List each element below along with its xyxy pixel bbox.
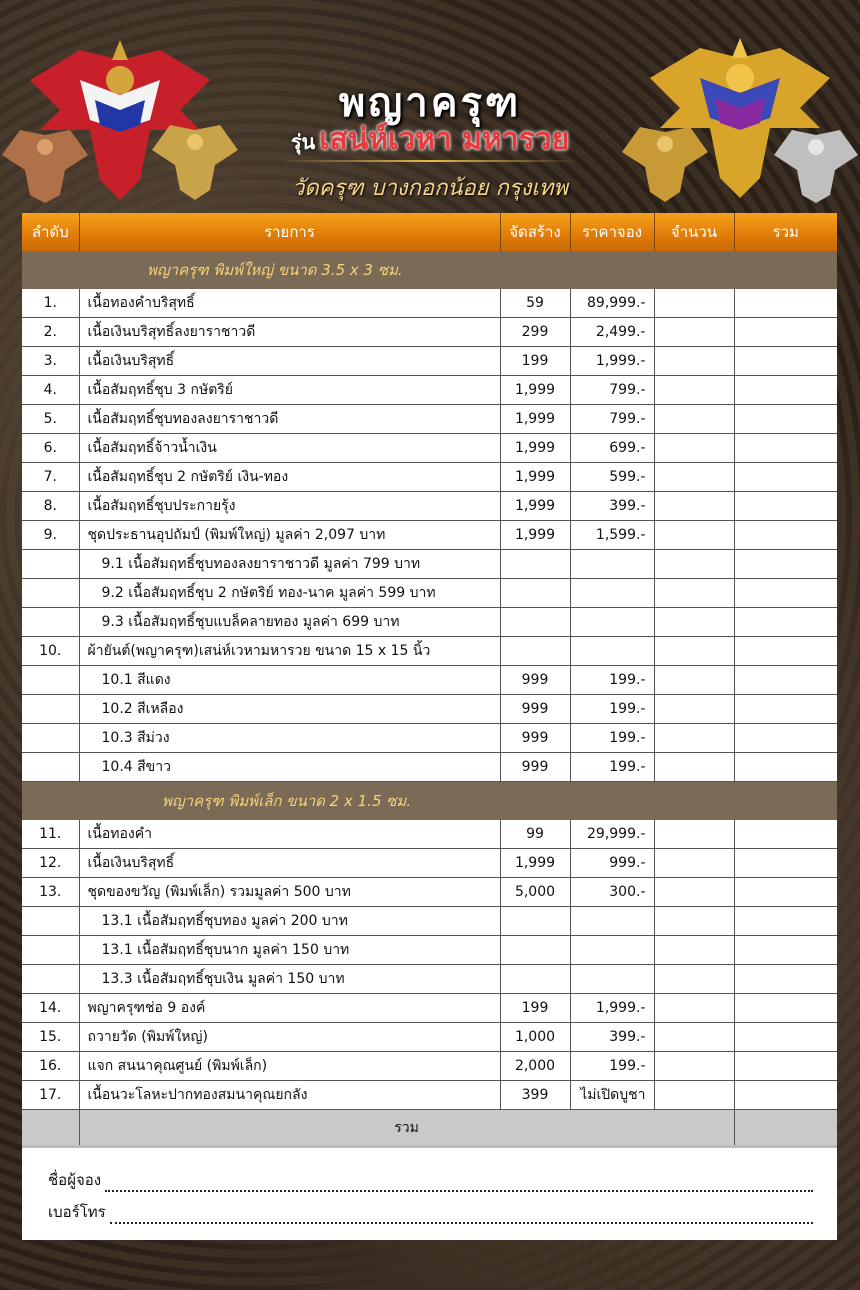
row-price: 1,599.- [570,521,654,550]
run-prefix: รุ่น [290,130,316,154]
row-item-name: 9.2 เนื้อสัมฤทธิ์ชุบ 2 กษัตริย์ ทอง-นาค มูลค่า 599 บาท [79,579,500,608]
row-price: 300.- [570,878,654,907]
row-made-count [500,965,570,994]
row-number [22,695,79,724]
row-price: 799.- [570,405,654,434]
row-total-cell [734,753,837,782]
row-item-name: เนื้อทองคำบริสุทธิ์ [79,289,500,318]
row-made-count: 1,999 [500,434,570,463]
row-made-count: 399 [500,1081,570,1110]
table-row [22,695,837,724]
row-item-name: แจก สนนาคุณศูนย์ (พิมพ์เล็ก) [79,1052,500,1081]
row-quantity-input[interactable] [654,849,734,878]
row-quantity-input[interactable] [654,347,734,376]
row-made-count: 999 [500,753,570,782]
row-price [570,579,654,608]
section-title: พญาครุฑ พิมพ์ใหญ่ ขนาด 3.5 x 3 ซม. [147,261,403,279]
section-title: พญาครุฑ พิมพ์เล็ก ขนาด 2 x 1.5 ซม. [162,792,412,810]
name-label: ชื่อผู้จอง [48,1171,102,1189]
table-row [22,724,837,753]
section-header-row [22,782,837,821]
phone-dotted-line[interactable] [110,1210,813,1224]
row-price [570,965,654,994]
row-quantity-input[interactable] [654,1052,734,1081]
row-item-name: พญาครุฑช่อ 9 องค์ [79,994,500,1023]
row-item-name: 10.4 สีขาว [79,753,500,782]
col-header-made: จัดสร้าง [500,213,570,251]
table-row [22,492,837,521]
row-total-cell [734,550,837,579]
row-made-count: 99 [500,820,570,849]
row-number: 12. [22,849,79,878]
col-header-price: ราคาจอง [570,213,654,251]
row-total-cell [734,724,837,753]
table-body [22,251,837,1146]
row-item-name: เนื้อสัมฤทธิ์ชุบประกายรุ้ง [79,492,500,521]
row-item-name: เนื้อเงินบริสุทธิ์ [79,849,500,878]
table-row [22,666,837,695]
row-made-count: 5,000 [500,878,570,907]
row-made-count: 1,999 [500,521,570,550]
row-quantity-input[interactable] [654,936,734,965]
row-number [22,936,79,965]
row-price: 399.- [570,1023,654,1052]
table-row [22,907,837,936]
row-price: 199.- [570,724,654,753]
row-price [570,550,654,579]
row-item-name: 13.1 เนื้อสัมฤทธิ์ชุบทอง มูลค่า 200 บาท [79,907,500,936]
table-row [22,463,837,492]
row-number: 11. [22,820,79,849]
row-number [22,608,79,637]
row-number: 2. [22,318,79,347]
row-made-count: 1,999 [500,376,570,405]
row-total-cell [734,820,837,849]
table-row [22,550,837,579]
row-total-cell [734,608,837,637]
table-row [22,994,837,1023]
table-header-row [22,213,837,251]
row-made-count: 1,999 [500,492,570,521]
row-total-cell [734,492,837,521]
table-row [22,753,837,782]
row-quantity-input[interactable] [654,1023,734,1052]
row-price: 999.- [570,849,654,878]
col-header-item: รายการ [79,213,500,251]
row-number: 15. [22,1023,79,1052]
phone-field[interactable] [48,1200,813,1224]
row-quantity-input[interactable] [654,753,734,782]
row-made-count: 199 [500,347,570,376]
row-number [22,550,79,579]
page-subtitle [0,116,860,163]
row-total-cell [734,666,837,695]
row-item-name: เนื้อเงินบริสุทธิ์ลงยาราชาวดี [79,318,500,347]
row-made-count: 199 [500,994,570,1023]
row-quantity-input[interactable] [654,434,734,463]
row-made-count: 1,999 [500,849,570,878]
row-number: 13. [22,878,79,907]
row-item-name: 13.1 เนื้อสัมฤทธิ์ชุบนาก มูลค่า 150 บาท [79,936,500,965]
grand-total-cell [734,1110,837,1147]
row-total-cell [734,1081,837,1110]
table-row [22,1023,837,1052]
row-number [22,724,79,753]
col-header-no: ลำดับ [22,213,79,251]
table-row [22,1081,837,1110]
row-price: 799.- [570,376,654,405]
table-row [22,936,837,965]
total-row [22,1110,837,1147]
row-quantity-input[interactable] [654,289,734,318]
row-item-name: ชุดของขวัญ (พิมพ์เล็ก) รวมมูลค่า 500 บาท [79,878,500,907]
row-quantity-input[interactable] [654,878,734,907]
row-total-cell [734,521,837,550]
row-quantity-input[interactable] [654,492,734,521]
row-quantity-input[interactable] [654,994,734,1023]
row-price: 699.- [570,434,654,463]
row-price: 89,999.- [570,289,654,318]
row-made-count: 999 [500,724,570,753]
row-total-cell [734,637,837,666]
temple-location: วัดครุฑ บางกอกน้อย กรุงเทพ [292,176,568,201]
table-row [22,376,837,405]
row-made-count [500,608,570,637]
section-header [22,782,837,821]
row-made-count: 1,999 [500,405,570,434]
row-item-name: ชุดประธานอุปถัมป์ (พิมพ์ใหญ่) มูลค่า 2,097 บาท [79,521,500,550]
row-number [22,907,79,936]
table-row [22,637,837,666]
section-header [22,251,837,289]
row-made-count [500,936,570,965]
row-made-count: 999 [500,695,570,724]
row-quantity-input[interactable] [654,550,734,579]
row-quantity-input[interactable] [654,724,734,753]
table-row [22,521,837,550]
row-quantity-input[interactable] [654,405,734,434]
row-price: 199.- [570,666,654,695]
row-number: 16. [22,1052,79,1081]
table-row [22,820,837,849]
row-quantity-input[interactable] [654,318,734,347]
row-number: 4. [22,376,79,405]
row-item-name: 10.1 สีแดง [79,666,500,695]
title-divider [280,160,580,162]
row-made-count [500,550,570,579]
row-made-count: 59 [500,289,570,318]
table-row [22,289,837,318]
table-row [22,579,837,608]
row-quantity-input[interactable] [654,376,734,405]
row-price [570,637,654,666]
row-item-name: 10.3 สีม่วง [79,724,500,753]
row-price: 1,999.- [570,994,654,1023]
row-made-count [500,637,570,666]
row-total-cell [734,318,837,347]
row-item-name: ถวายวัด (พิมพ์ใหญ่) [79,1023,500,1052]
row-number: 3. [22,347,79,376]
table-row [22,608,837,637]
row-quantity-input[interactable] [654,1081,734,1110]
col-header-total: รวม [734,213,837,251]
row-price: 199.- [570,695,654,724]
row-number: 14. [22,994,79,1023]
row-total-cell [734,463,837,492]
row-made-count: 2,000 [500,1052,570,1081]
row-number: 17. [22,1081,79,1110]
row-number [22,965,79,994]
row-price: 2,499.- [570,318,654,347]
row-item-name: 13.3 เนื้อสัมฤทธิ์ชุบเงิน มูลค่า 150 บาท [79,965,500,994]
row-made-count [500,579,570,608]
row-total-cell [734,376,837,405]
row-price [570,936,654,965]
row-number: 9. [22,521,79,550]
row-made-count [500,907,570,936]
table-row [22,318,837,347]
row-price: 199.- [570,753,654,782]
row-total-cell [734,434,837,463]
row-total-cell [734,965,837,994]
col-header-quantity: จำนวน [654,213,734,251]
row-item-name: เนื้อสัมฤทธิ์จ้าวน้ำเงิน [79,434,500,463]
row-item-name: เนื้อทองคำ [79,820,500,849]
row-number: 10. [22,637,79,666]
row-price: ไม่เปิดบูชา [570,1081,654,1110]
row-quantity-input[interactable] [654,666,734,695]
row-number: 1. [22,289,79,318]
row-made-count: 999 [500,666,570,695]
row-made-count: 299 [500,318,570,347]
page-title: พญาครุฑ [338,79,522,126]
row-quantity-input[interactable] [654,579,734,608]
phone-label: เบอร์โทร [48,1203,106,1221]
row-price [570,608,654,637]
row-total-cell [734,1052,837,1081]
row-total-cell [734,936,837,965]
row-number [22,579,79,608]
row-number: 8. [22,492,79,521]
row-total-cell [734,289,837,318]
row-number: 7. [22,463,79,492]
header-banner [0,0,860,212]
row-quantity-input[interactable] [654,637,734,666]
row-total-cell [734,878,837,907]
row-item-name: 10.2 สีเหลือง [79,695,500,724]
row-number [22,666,79,695]
table-row [22,878,837,907]
name-dotted-line[interactable] [105,1178,813,1192]
row-total-cell [734,907,837,936]
row-quantity-input[interactable] [654,965,734,994]
row-made-count: 1,000 [500,1023,570,1052]
row-total-cell [734,405,837,434]
row-number [22,753,79,782]
row-item-name: เนื้อนวะโลหะปากทองสมนาคุณยกลัง [79,1081,500,1110]
row-quantity-input[interactable] [654,907,734,936]
row-price: 1,999.- [570,347,654,376]
row-number: 6. [22,434,79,463]
row-price: 29,999.- [570,820,654,849]
section-header-row [22,251,837,289]
row-quantity-input[interactable] [654,820,734,849]
row-item-name: เนื้อเงินบริสุทธิ์ [79,347,500,376]
row-total-cell [734,695,837,724]
row-total-cell [734,849,837,878]
row-price: 599.- [570,463,654,492]
row-quantity-input[interactable] [654,521,734,550]
table-row [22,1052,837,1081]
table-row [22,965,837,994]
row-item-name: เนื้อสัมฤทธิ์ชุบ 3 กษัตริย์ [79,376,500,405]
table-row [22,434,837,463]
row-item-name: ผ้ายันต์(พญาครุฑ)เสน่ห์เวหามหารวย ขนาด 15 x 15 นิ้ว [79,637,500,666]
order-table [22,213,837,1146]
row-quantity-input[interactable] [654,608,734,637]
table-row [22,849,837,878]
row-price: 399.- [570,492,654,521]
row-quantity-input[interactable] [654,463,734,492]
row-total-cell [734,579,837,608]
row-item-name: 9.3 เนื้อสัมฤทธิ์ชุบแบล็คลายทอง มูลค่า 699 บาท [79,608,500,637]
row-price [570,907,654,936]
table-row [22,405,837,434]
total-label: รวม [79,1110,734,1147]
row-number: 5. [22,405,79,434]
row-made-count: 1,999 [500,463,570,492]
row-total-cell [734,347,837,376]
row-total-cell [734,994,837,1023]
row-price: 199.- [570,1052,654,1081]
contact-form [22,1145,837,1240]
table-row [22,347,837,376]
row-item-name: เนื้อสัมฤทธิ์ชุบทองลงยาราชาวดี [79,405,500,434]
order-table-container [22,213,837,1146]
row-item-name: 9.1 เนื้อสัมฤทธิ์ชุบทองลงยาราชาวดี มูลค่า 799 บาท [79,550,500,579]
row-item-name: เนื้อสัมฤทธิ์ชุบ 2 กษัตริย์ เงิน-ทอง [79,463,500,492]
name-field[interactable] [48,1168,813,1192]
row-quantity-input[interactable] [654,695,734,724]
row-total-cell [734,1023,837,1052]
subtitle-text: เสน่ห์เวหา มหารวย [319,122,570,157]
total-spacer [22,1110,79,1147]
